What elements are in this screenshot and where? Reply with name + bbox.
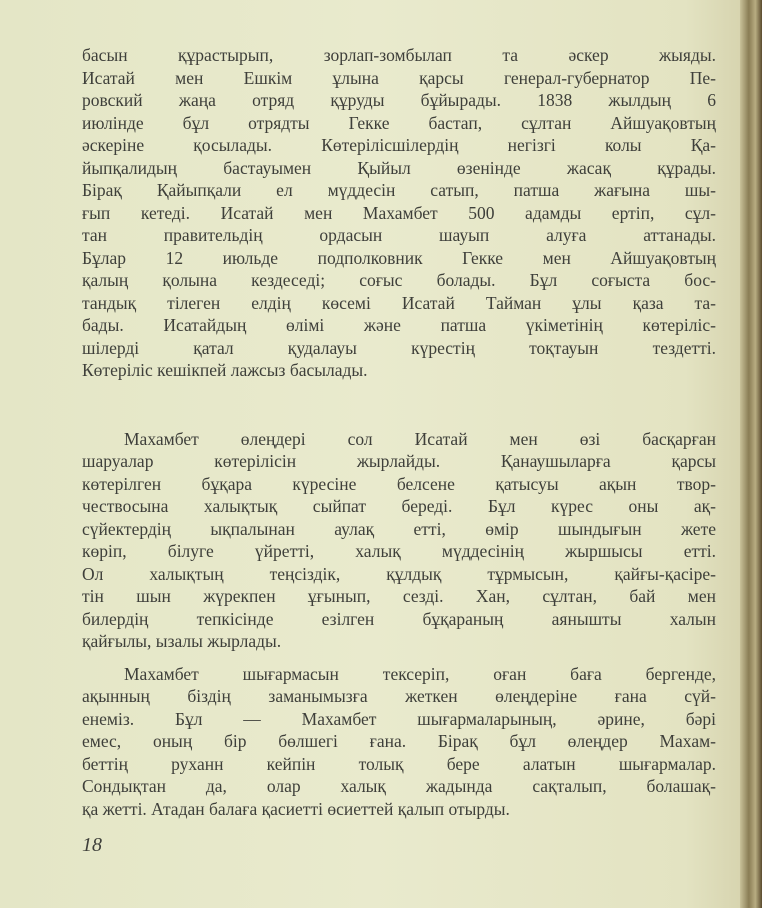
text-line: Исатай мен Ешкім ұлына қарсы генерал-губернатор Пе-: [82, 67, 716, 88]
text-line: июлінде бұл отрядты Гекке бастап, сұлтан Айшуақовтың: [82, 112, 716, 133]
text-line: тандық тілеген елдің көсемі Исатай Тайман ұлы қаза та-: [82, 292, 716, 313]
text-line: Ол халықтың теңсіздік, құлдық тұрмысын, қайғы-қасіре-: [82, 563, 716, 584]
text-line: бады. Исатайдың өлімі және патша үкіметінің көтеріліс-: [82, 315, 716, 335]
text-line: Сондықтан да, олар халық жадында сақталып, болашақ-: [82, 776, 716, 796]
text-line: Бірақ Қайыпқали ел мүддесін сатып, патша жағына шы-: [82, 180, 716, 200]
text-line: әскеріне қосылады. Көтерілісшілердің негізгі колы Қа-: [82, 135, 716, 155]
text-column: [82, 44, 716, 857]
text-line: чествосына халықтық сыйпат береді. Бұл күрес оны ақ-: [82, 496, 716, 516]
paragraph-2: [82, 428, 716, 653]
text-line: көтерілген бұқара күресіне белсене қатысуы ақын твор-: [82, 473, 716, 494]
text-line: Махамбет шығармасын тексеріп, оған баға бергенде,: [124, 663, 716, 684]
paragraph-3: [82, 663, 716, 821]
paragraph-1: [82, 44, 716, 382]
text-line: шілерді қатал қудалауы күрестің тоқтауын тездетті.: [82, 337, 716, 358]
text-line: беттің руханн кейпін толық бере алатын шығармалар.: [82, 753, 716, 774]
text-line: қалың қолына кездеседі; соғыс болады. Бұл соғыста бос-: [82, 270, 716, 290]
text-line: қа жетті. Атадан балаға қасиетті өсиеттей қалып отырды.: [82, 798, 510, 819]
text-line: тін шын жүрекпен ұғынып, сезді. Хан, сұлтан, бай мен: [82, 586, 716, 606]
text-line: басын құрастырып, зорлап-зомбылап та әскер жыяды.: [82, 45, 716, 65]
text-line: енеміз. Бұл — Махамбет шығармаларының, әрине, бәрі: [82, 708, 716, 729]
text-line: ғып кетеді. Исатай мен Махамбет 500 адамды ертіп, сұл-: [82, 202, 716, 223]
book-binding-edge: [740, 0, 762, 908]
text-line: билердің тепкісінде езілген бұқараның аянышты халын: [82, 608, 716, 629]
page-number: 18: [82, 834, 102, 856]
text-line: шаруалар көтерілісін жырлайды. Қанаушыларға қарсы: [82, 451, 716, 471]
text-line: емес, оның бір бөлшегі ғана. Бірақ бұл өлеңдер Махам-: [82, 731, 716, 751]
text-line: Махамбет өлеңдері сол Исатай мен өзі басқарған: [124, 428, 716, 449]
text-line: қайғылы, ызалы жырлады.: [82, 631, 282, 651]
text-line: тан правительдің ордасын шауып алуға аттанады.: [82, 225, 716, 245]
text-line: көріп, білуге үйретті, халық мүддесінің жыршысы етті.: [82, 541, 716, 561]
text-line: ровский жаңа отряд құруды бұйырады. 1838 жылдың 6: [82, 90, 716, 110]
text-line: йыпқалидың бастауымен Қыйыл өзенінде жасақ құрады.: [82, 157, 716, 178]
text-line: сүйектердің ықпалынан аулақ етті, өмір шындығын жете: [82, 518, 716, 539]
text-line: Бұлар 12 июльде подполковник Гекке мен Айшуақовтың: [82, 247, 716, 268]
text-line: Көтеріліс кешікпей лажсыз басылады.: [82, 360, 368, 380]
text-line: ақынның біздің заманымызға жеткен өлеңдеріне ғана сүй-: [82, 686, 716, 706]
